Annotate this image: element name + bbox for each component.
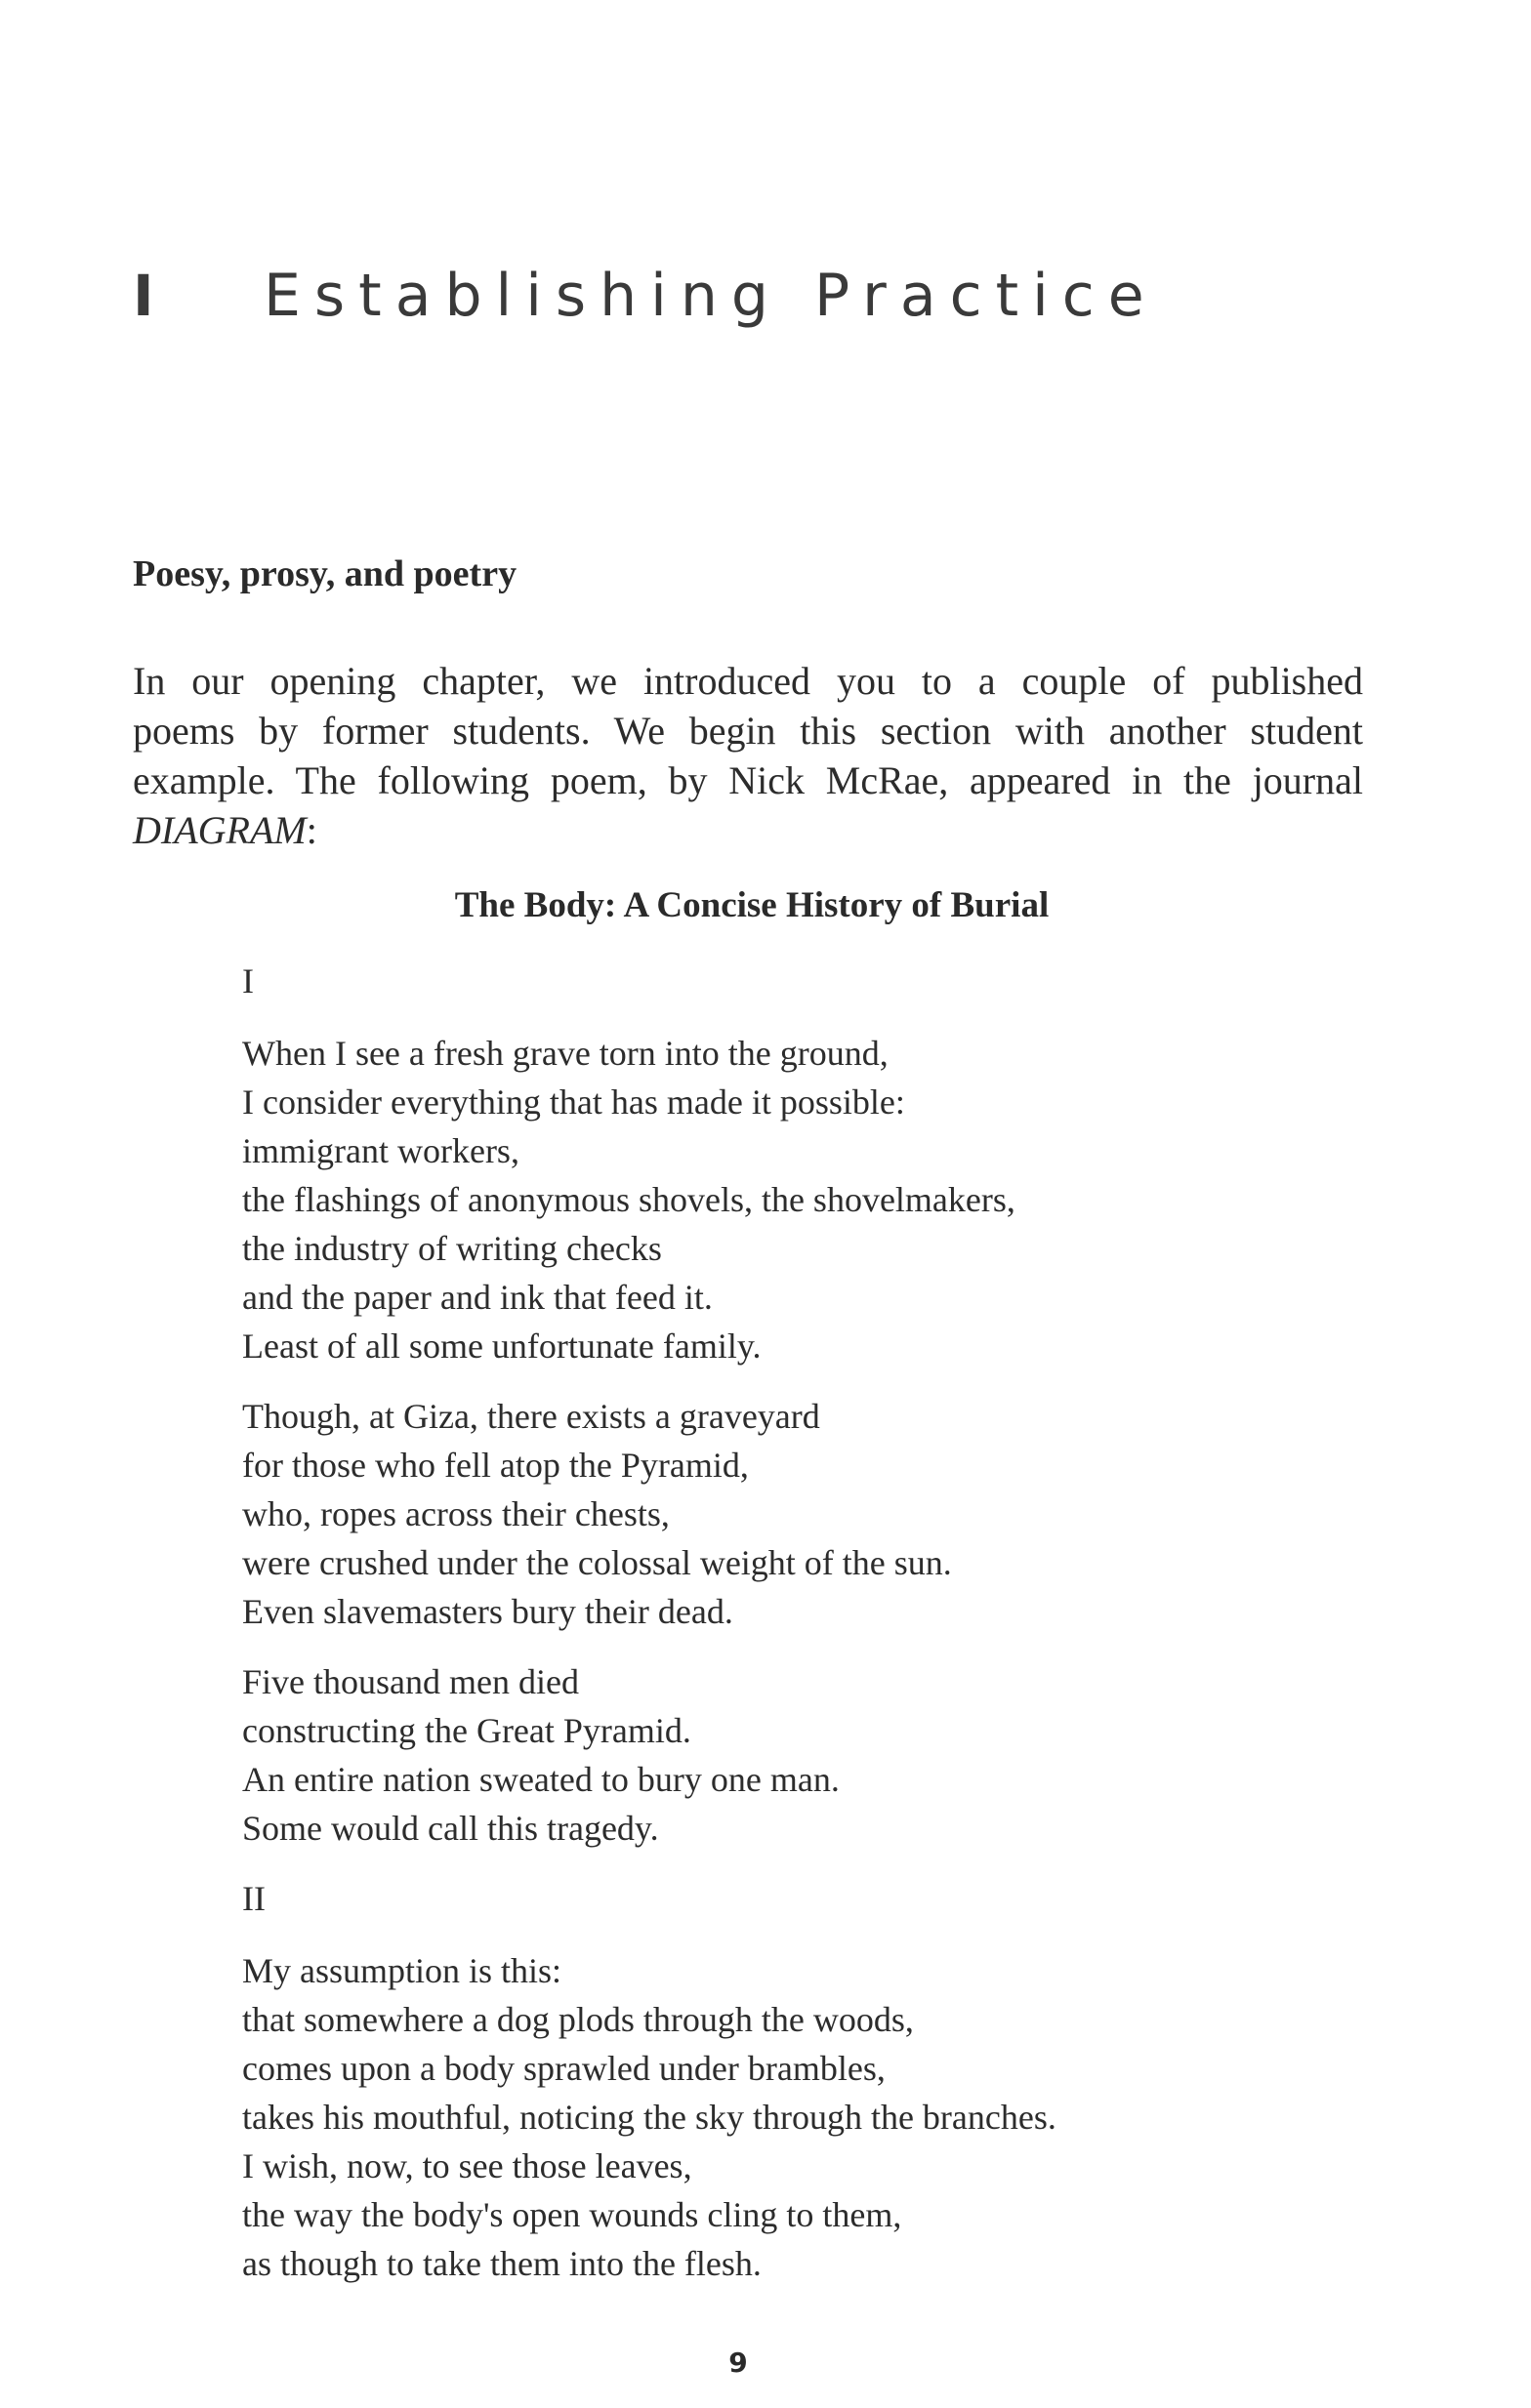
poem-line: I wish, now, to see those leaves,	[242, 2146, 692, 2185]
poem-line: immigrant workers,	[242, 1131, 519, 1170]
poem-line: the flashings of anonymous shovels, the shovelmakers,	[242, 1180, 1015, 1219]
poem-stanza	[242, 1946, 1414, 2288]
poem-line: I consider everything that has made it possible:	[242, 1082, 905, 1122]
poem-line: were crushed under the colossal weight of the sun.	[242, 1543, 952, 1582]
poem-line: comes upon a body sprawled under brambles,	[242, 2049, 886, 2088]
poem-line: Least of all some unfortunate family.	[242, 1326, 762, 1366]
journal-name: DIAGRAM	[133, 808, 307, 852]
poem-line: Even slavemasters bury their dead.	[242, 1592, 733, 1631]
poem	[242, 957, 1414, 2309]
poem-line: An entire nation sweated to bury one man.	[242, 1760, 840, 1799]
section-heading: Poesy, prosy, and poetry	[133, 553, 517, 594]
poem-line: as though to take them into the flesh.	[242, 2244, 762, 2283]
intro-line: poems by former students. We begin this section with another student	[133, 709, 1363, 753]
poem-line: the way the body's open wounds cling to them,	[242, 2195, 902, 2234]
intro-line: example. The following poem, by Nick McRae, appeared in the journal	[133, 758, 1363, 802]
poem-line: When I see a fresh grave torn into the ground,	[242, 1034, 889, 1073]
intro-line: In our opening chapter, we introduced you to a couple of published	[133, 659, 1363, 703]
poem-line: for those who fell atop the Pyramid,	[242, 1446, 749, 1485]
poem-stanza	[242, 1029, 1414, 1370]
intro-paragraph	[133, 656, 1363, 855]
poem-line: that somewhere a dog plods through the woods,	[242, 2000, 914, 2039]
journal-suffix: :	[306, 808, 317, 852]
chapter-number: I	[133, 263, 154, 329]
poem-title: The Body: A Concise History of Burial	[454, 885, 1050, 925]
intro-line-journal	[133, 805, 1363, 855]
poem-line: constructing the Great Pyramid.	[242, 1711, 691, 1750]
poem-stanza	[242, 1392, 1414, 1636]
poem-line: My assumption is this:	[242, 1951, 562, 1990]
chapter-title: Establishing Practice	[264, 262, 1158, 330]
poem-line: and the paper and ink that feed it.	[242, 1278, 713, 1317]
poem-line: the industry of writing checks	[242, 1229, 662, 1268]
poem-line: Though, at Giza, there exists a graveyard	[242, 1397, 820, 1436]
poem-line: Five thousand men died	[242, 1662, 579, 1701]
chapter-heading	[133, 252, 1158, 340]
page-number: 9	[728, 2347, 748, 2379]
poem-line: Some would call this tragedy.	[242, 1809, 659, 1848]
poem-section-numeral: II	[242, 1879, 266, 1918]
poem-line: who, ropes across their chests,	[242, 1494, 670, 1533]
poem-line: takes his mouthful, noticing the sky through the branches.	[242, 2098, 1056, 2137]
poem-stanza	[242, 1657, 1414, 1853]
poem-section-numeral: I	[242, 961, 254, 1000]
